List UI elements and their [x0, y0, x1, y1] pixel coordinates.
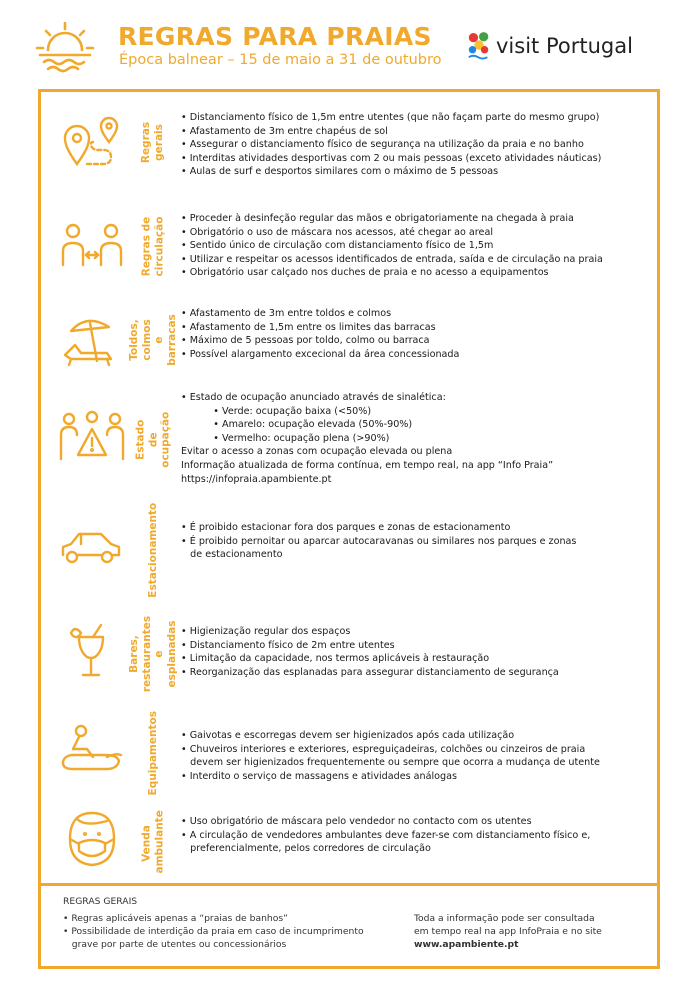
list-item: • Interditas atividades desportivas com 2 ou mais pessoas (exceto atividades náuticas): [181, 152, 602, 164]
list-item: preferencialmente, pelos corredores de circulação: [181, 843, 431, 855]
list-item: • Vermelho: ocupação plena (>90%): [195, 432, 390, 444]
list-item: • Distanciamento físico de 2m entre utentes: [181, 639, 395, 651]
list-item: • Gaivotas e escorregas devem ser higienizados após cada utilização: [181, 730, 515, 741]
list-item: Evitar o acesso a zonas com ocupação elevada ou plena: [181, 446, 453, 458]
list-item: • Possibilidade de interdição da praia em caso de incumprimento: [63, 926, 364, 937]
list-item: • Regras aplicáveis apenas a “praias de banhos”: [63, 913, 288, 924]
footer-info: [414, 912, 602, 951]
beach-sun-icon: [34, 20, 96, 78]
section-label: Estacionamento: [146, 502, 159, 598]
footer: [41, 886, 657, 966]
list-item: grave por parte de utentes ou concessionários: [63, 939, 287, 950]
list-item: • É proibido pernoitar ou aparcar autocaravanas ou similares nos parques e zonas: [181, 535, 577, 547]
section-regras-gerais: [41, 92, 657, 192]
list-item: • Afastamento de 3m entre toldos e colmos: [181, 308, 392, 319]
section-estado-ocupacao: [41, 385, 657, 495]
list-item: • Higienização regular dos espaços: [181, 626, 351, 637]
visit-portugal-logo: [466, 34, 662, 68]
rules-list: [181, 815, 590, 856]
page-title: REGRAS PARA PRAIAS: [118, 22, 432, 51]
list-item: • Distanciamento físico de 1,5m entre utentes (que não façam parte do mesmo grupo): [181, 112, 600, 123]
pedal-boat-icon: [57, 721, 127, 781]
header: [0, 0, 700, 88]
list-item: • Aulas de surf e desportos similares com o máximo de 5 pessoas: [181, 166, 499, 178]
list-item: • Possível alargamento excecional da área concessionada: [181, 348, 460, 360]
cocktail-icon: [57, 621, 127, 681]
rules-list: [181, 111, 601, 179]
list-item: • Verde: ocupação baixa (<50%): [195, 405, 372, 417]
rules-list: [181, 212, 603, 280]
list-item: • Chuveiros interiores e exteriores, espreguiçadeiras, colchões ou cinzeiros de praia: [181, 743, 586, 755]
footer-info-line: Toda a informação pode ser consultada: [414, 913, 595, 924]
list-item: • Sentido único de circulação com distanciamento físico de 1,5m: [181, 240, 494, 252]
logo-text: visit Portugal: [496, 34, 633, 58]
rules-list: [181, 391, 553, 486]
rules-list: [181, 307, 459, 361]
list-item: • Obrigatório usar calçado nos duches de praia e no acesso a equipamentos: [181, 267, 549, 279]
section-label: Bares, restaurantes e esplanadas: [128, 615, 178, 693]
face-mask-icon: [57, 809, 127, 869]
car-icon: [57, 517, 127, 577]
people-distance-icon: [57, 217, 127, 277]
section-equipamentos: [41, 703, 657, 803]
list-item: • Máximo de 5 pessoas por toldo, colmo ou barraca: [181, 335, 430, 347]
footer-website-link[interactable]: www.apambiente.pt: [414, 939, 519, 950]
section-bares: [41, 605, 657, 703]
list-item: • Assegurar o distanciamento físico de segurança na utilização da praia e no banho: [181, 139, 584, 151]
list-item: • Limitação da capacidade, nos termos aplicáveis à restauração: [181, 653, 490, 665]
list-item: • Afastamento de 1,5m entre os limites das barracas: [181, 321, 436, 333]
list-item: • Obrigatório o uso de máscara nos acessos, até chegar ao areal: [181, 226, 493, 238]
list-item: • Reorganização das esplanadas para assegurar distanciamento de segurança: [181, 666, 559, 678]
section-label: Venda ambulante: [140, 809, 165, 873]
section-venda-ambulante: [41, 803, 657, 883]
section-toldos: [41, 295, 657, 385]
section-estacionamento: [41, 495, 657, 605]
list-item: • Utilizar e respeitar os acessos identificados de entrada, saída e de circulação na praia: [181, 253, 603, 265]
list-item: • A circulação de vendedores ambulantes deve fazer-se com distanciamento físico e,: [181, 829, 591, 841]
list-item: https://infopraia.apambiente.pt: [181, 473, 332, 485]
page-subtitle: Época balnear – 15 de maio a 31 de outubro: [119, 52, 442, 68]
section-label: Estado de ocupação: [134, 411, 172, 469]
rules-list: [181, 521, 576, 562]
portugal-flower-icon: [466, 30, 492, 62]
section-label: Regras de circulação: [140, 216, 165, 276]
list-item: Informação atualizada de forma contínua, em tempo real, na app “Info Praia”: [181, 459, 554, 471]
list-item: • Uso obrigatório de máscara pelo vendedor no contacto com os utentes: [181, 816, 532, 827]
section-regras-circulacao: [41, 197, 657, 295]
list-item: • Afastamento de 3m entre chapéus de sol: [181, 125, 388, 137]
list-item: devem ser higienizados frequentemente ou sempre que ocorra a mudança de utente: [181, 757, 600, 769]
rules-list: [181, 625, 559, 679]
rules-frame: [38, 89, 660, 969]
list-item: • Interdito o serviço de massagens e atividades análogas: [181, 770, 458, 782]
footer-info-line: em tempo real na app InfoPraia e no site: [414, 926, 602, 937]
footer-title: REGRAS GERAIS: [63, 896, 138, 907]
list-item: • Amarelo: ocupação elevada (50%-90%): [195, 419, 413, 431]
list-item: • Estado de ocupação anunciado através de sinalética:: [181, 392, 446, 403]
section-label: Regras gerais: [140, 121, 165, 163]
list-item: de estacionamento: [181, 549, 283, 561]
umbrella-lounger-icon: [57, 311, 127, 371]
section-label: Toldos, colmos e barracas: [128, 314, 178, 366]
list-item: • Proceder à desinfeção regular das mãos e obrigatoriamente na chegada à praia: [181, 213, 574, 224]
crowd-warning-icon: [57, 409, 127, 469]
location-route-icon: [57, 114, 127, 174]
list-item: • É proibido estacionar fora dos parques e zonas de estacionamento: [181, 522, 511, 533]
footer-notes: [63, 912, 364, 951]
section-label: Equipamentos: [146, 710, 159, 796]
rules-list: [181, 729, 600, 783]
